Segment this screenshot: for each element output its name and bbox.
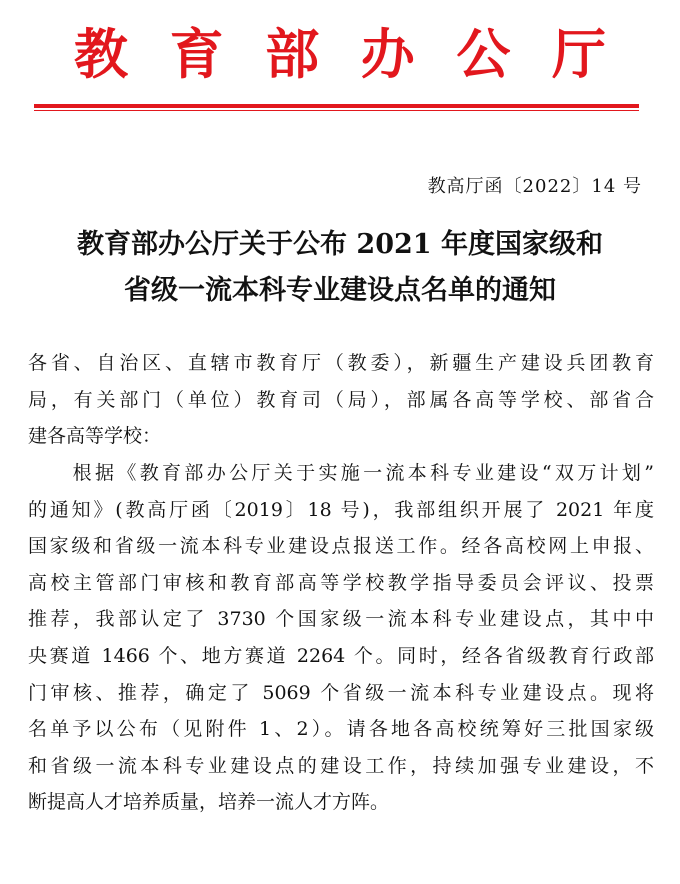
header-char-5: 公: [456, 22, 511, 86]
paragraph-line: 门审核、推荐，确定了 5069 个省级一流本科专业建设点。现将: [28, 681, 654, 704]
header-divider-thick: [34, 104, 639, 108]
paragraph-line: 断提高人才培养质量，培养一流人才方阵。: [28, 791, 390, 814]
paragraph-line: 的通知》(教高厅函〔2019〕18 号)，我部组织开展了 2021 年度: [28, 498, 654, 521]
header-char-4: 办: [360, 22, 415, 86]
salutation-line: 各省、自治区、直辖市教育厅（教委），新疆生产建设兵团教育: [28, 352, 654, 374]
salutation: [28, 345, 654, 455]
body-paragraph: [28, 455, 654, 821]
paragraph-line: 根据《教育部办公厅关于实施一流本科专业建设“双万计划”: [28, 462, 654, 484]
paragraph-line: 国家级和省级一流本科专业建设点报送工作。经各高校网上申报、: [28, 535, 654, 558]
header-char-3: 部: [265, 22, 320, 86]
salutation-line: 建各高等学校：: [28, 425, 162, 448]
document-number: 教高厅函〔2022〕14 号: [427, 176, 642, 197]
title-line-1: 教育部办公厅关于公布 2021 年度国家级和: [77, 229, 603, 260]
paragraph-line: 高校主管部门审核和教育部高等学校教学指导委员会评议、投票: [28, 571, 654, 594]
paragraph-line: 央赛道 1466 个、地方赛道 2264 个。同时，经各省级教育行政部: [28, 644, 654, 667]
header-divider-thin: [34, 110, 639, 111]
issuing-authority-header: [30, 20, 650, 88]
paragraph-line: 名单予以公布（见附件 1、2）。请各地各高校统筹好三批国家级: [28, 718, 654, 741]
header-char-6: 厅: [551, 22, 606, 86]
salutation-line: 局，有关部门（单位）教育司（局），部属各高等学校、部省合: [28, 388, 654, 411]
title-line-2: 省级一流本科专业建设点名单的通知: [124, 275, 556, 306]
header-char-2: 育: [169, 22, 224, 86]
paragraph-line: 推荐，我部认定了 3730 个国家级一流本科专业建设点，其中中: [28, 608, 654, 631]
document-title: [0, 222, 680, 314]
paragraph-line: 和省级一流本科专业建设点的建设工作，持续加强专业建设，不: [28, 754, 654, 777]
header-char-1: 教: [74, 22, 128, 86]
